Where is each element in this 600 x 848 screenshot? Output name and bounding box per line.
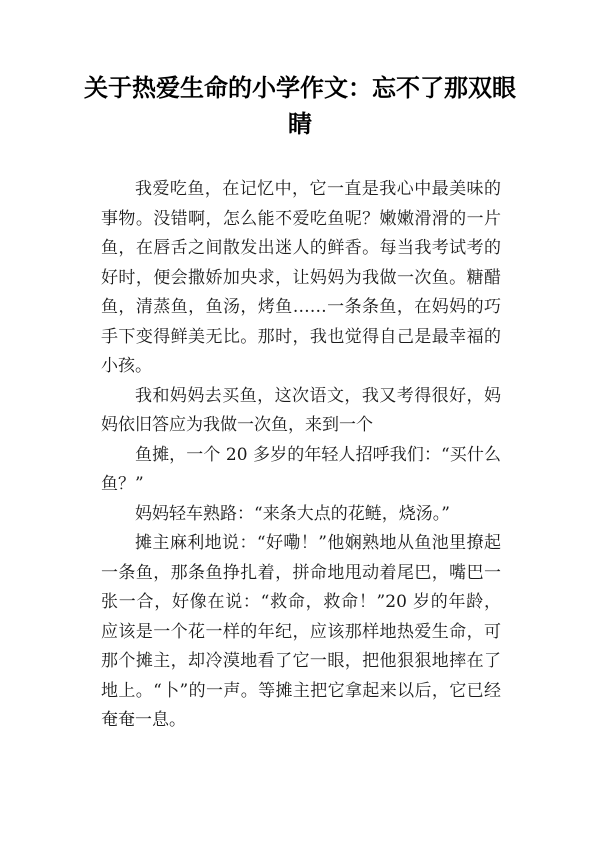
paragraph-2: 我和妈妈去买鱼，这次语文，我又考得很好，妈妈依旧答应为我做一次鱼，来到一个 (101, 385, 501, 435)
article-title: 关于热爱生命的小学作文：忘不了那双眼睛 (84, 74, 516, 138)
paragraph-1: 我爱吃鱼，在记忆中，它一直是我心中最美味的事物。没错啊，怎么能不爱吃鱼呢？嫩嫩滑滑的一片鱼，在唇舌之间散发出迷人的鲜香。每当我考试考的好时，便会撒娇加央求，让妈妈为我做一次鱼。糖醋鱼，清蒸鱼，鱼汤，烤鱼……一条条鱼，在妈妈的巧手下变得鲜美无比。那时，我也觉得自己是最幸福的小孩。 (101, 179, 501, 376)
paragraph-3: 鱼摊，一个 20 多岁的年轻人招呼我们：“买什么鱼？” (101, 444, 501, 494)
article-body (101, 175, 501, 736)
paragraph-5: 摊主麻利地说：“好嘞！”他娴熟地从鱼池里撩起一条鱼，那条鱼挣扎着，拼命地甩动着尾巴，嘴巴一张一合，好像在说：“救命，救命！”20 岁的年龄，应该是一个花一样的年纪，应该那样地热爱生命，可那个摊主，却冷漠地看了它一眼，把他狠狠地摔在了地上。“卜”的一声。等摊主把它拿起来以后，它已经奄奄一息。 (101, 533, 501, 730)
paragraph-4: 妈妈轻车熟路：“来条大点的花鲢，烧汤。” (135, 503, 450, 524)
